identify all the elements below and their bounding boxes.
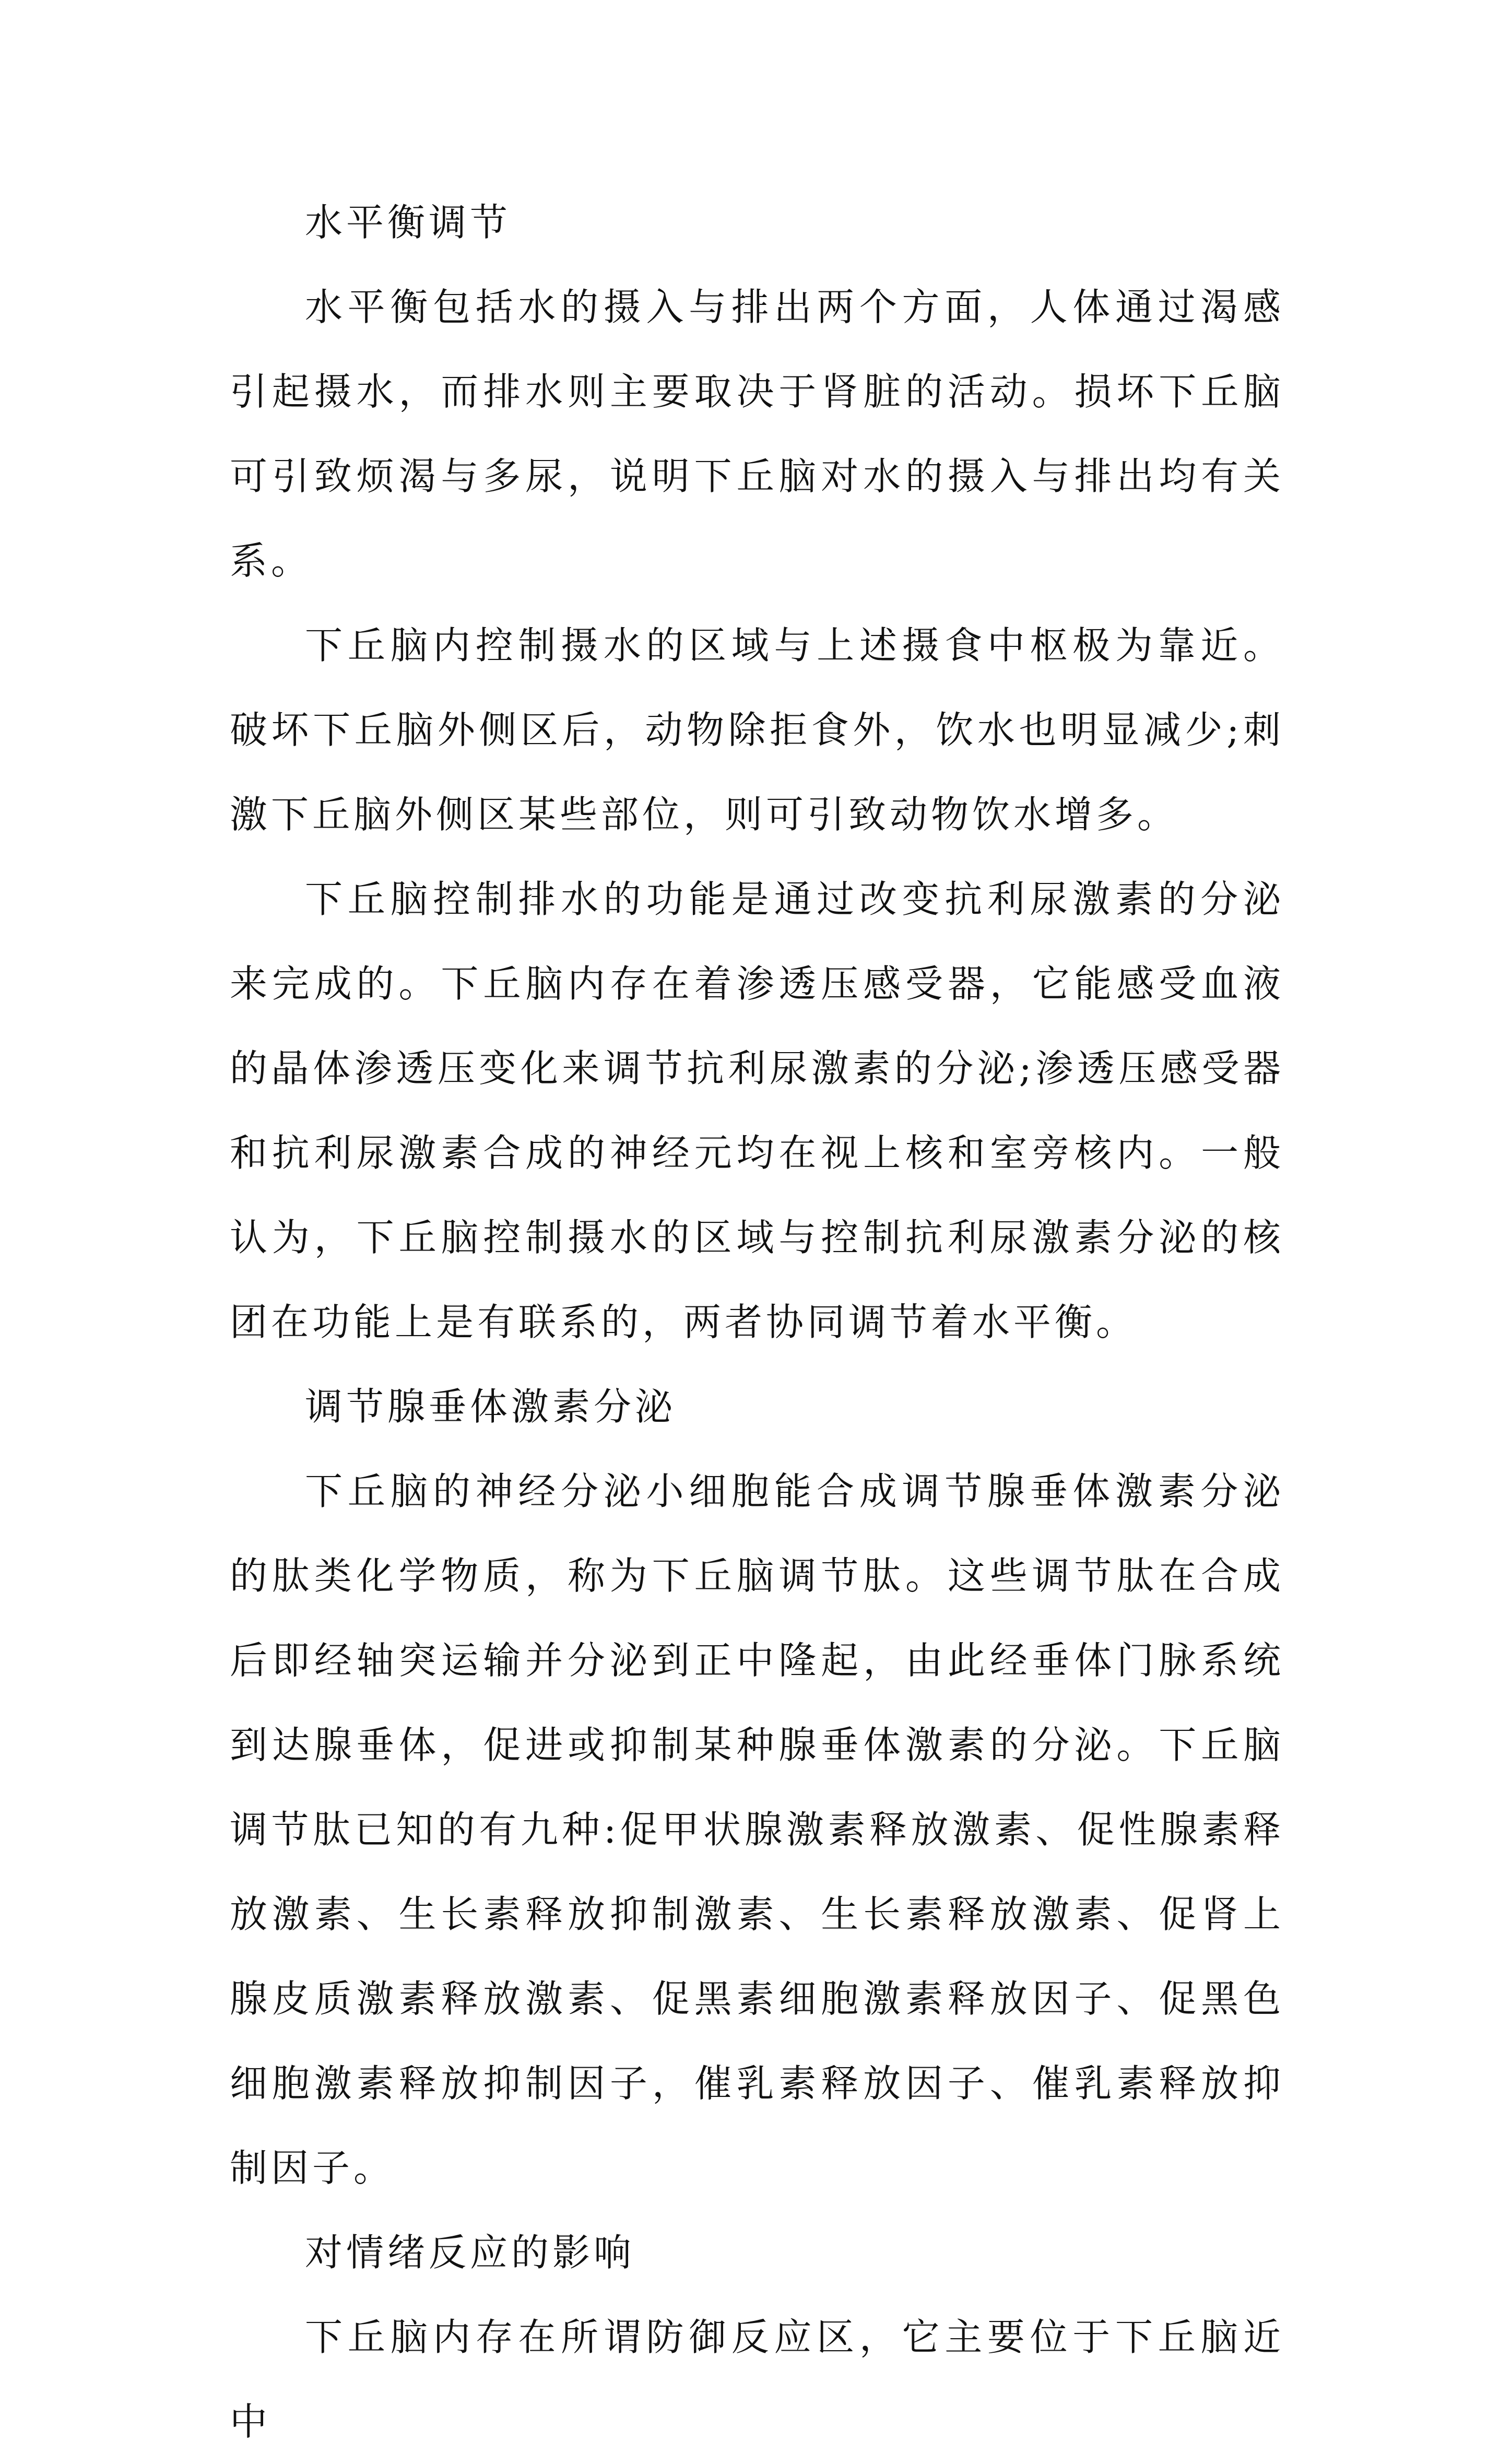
paragraph: 下丘脑的神经分泌小细胞能合成调节腺垂体激素分泌的肽类化学物质，称为下丘脑调节肽。这些调节肽在合成后即经轴突运输并分泌到正中隆起，由此经垂体门脉系统到达腺垂体，促进或抑制某种腺垂体激素的分泌。下丘脑调节肽已知的有九种:促甲状腺激素释放激素、促性腺素释放激素、生长素释放抑制激素、生长素释放激素、促肾上腺皮质激素释放激素、促黑素细胞激素释放因子、促黑色细胞激素释放抑制因子，催乳素释放因子、催乳素释放抑制因子。	[230, 1469, 1284, 2190]
paragraph: 下丘脑内控制摄水的区域与上述摄食中枢极为靠近。破坏下丘脑外侧区后，动物除拒食外，饮水也明显减少;刺激下丘脑外侧区某些部位，则可引致动物饮水增多。	[230, 623, 1284, 836]
paragraph: 下丘脑控制排水的功能是通过改变抗利尿激素的分泌来完成的。下丘脑内存在着渗透压感受器，它能感受血液的晶体渗透压变化来调节抗利尿激素的分泌;渗透压感受器和抗利尿激素合成的神经元均在视上核和室旁核内。一般认为，下丘脑控制摄水的区域与控制抗利尿激素分泌的核团在功能上是有联系的，两者协同调节着水平衡。	[230, 877, 1284, 1344]
section-heading-pituitary-regulation: 调节腺垂体激素分泌	[305, 1385, 677, 1429]
paragraph: 下丘脑内存在所谓防御反应区，它主要位于下丘脑近中	[230, 2315, 1284, 2444]
section-heading-emotional-response: 对情绪反应的影响	[305, 2231, 635, 2274]
section-heading-water-balance: 水平衡调节	[305, 201, 512, 244]
paragraph: 水平衡包括水的摄入与排出两个方面，人体通过渴感引起摄水，而排水则主要取决于肾脏的活动。损坏下丘脑可引致烦渴与多尿，说明下丘脑对水的摄入与排出均有关系。	[230, 285, 1284, 583]
document-body	[230, 180, 1284, 2464]
